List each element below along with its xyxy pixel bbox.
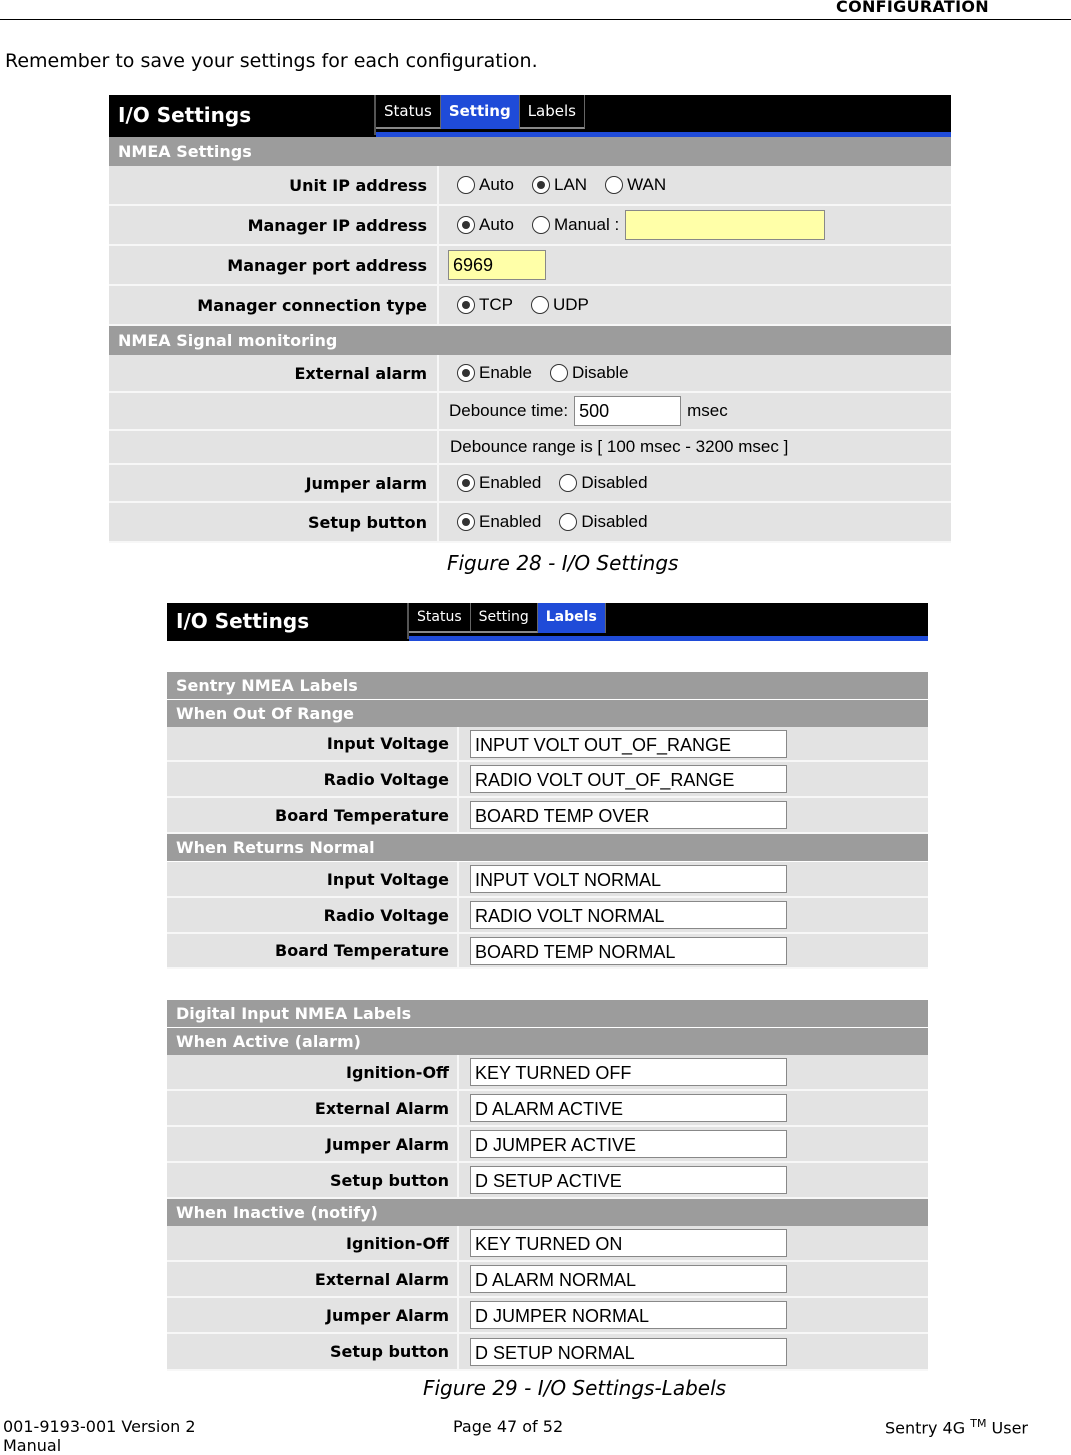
row-value [470, 1163, 787, 1197]
row-value [470, 862, 787, 896]
row-setup-button [109, 503, 951, 543]
radio-selected-icon[interactable] [457, 296, 475, 314]
row-value [470, 898, 787, 932]
row-label: Ignition-Off [167, 1055, 459, 1089]
label-input[interactable]: D JUMPER NORMAL [470, 1301, 787, 1329]
label-row [167, 1163, 928, 1199]
row-label: Radio Voltage [167, 762, 459, 796]
footer-product-name: Sentry 4G [885, 1418, 966, 1438]
row-jumper-alarm [109, 465, 951, 503]
row-manager-ip [109, 206, 951, 246]
manager-ip-input[interactable] [625, 210, 825, 240]
label-row [167, 727, 928, 762]
radio-icon[interactable] [532, 216, 550, 234]
debounce-unit: msec [687, 401, 728, 420]
tab-labels[interactable]: Labels [538, 603, 606, 633]
label-input[interactable]: BOARD TEMP NORMAL [470, 937, 787, 965]
row-label: External Alarm [167, 1262, 459, 1296]
page-header-title: CONFIGURATION [836, 0, 989, 16]
row-label: Board Temperature [167, 798, 459, 832]
label-row [167, 1127, 928, 1163]
row-value [470, 727, 787, 760]
section-digital-input-labels: Digital Input NMEA Labels [167, 1000, 928, 1027]
footer-left [3, 1417, 196, 1455]
label-input[interactable]: D SETUP NORMAL [470, 1338, 787, 1366]
jumper-alarm-options [457, 465, 666, 501]
row-debounce-range [109, 431, 951, 465]
debounce-range: Debounce range is [ 100 msec - 3200 msec ] [450, 437, 789, 456]
setup-button-enabled[interactable]: Enabled [457, 512, 541, 532]
manager-port-label: Manager port address [109, 246, 439, 284]
label-row [167, 762, 928, 798]
tab-labels[interactable]: Labels [520, 95, 585, 129]
row-value [470, 1055, 787, 1089]
footer-product-suffix: User [991, 1418, 1028, 1438]
radio-selected-icon[interactable] [457, 216, 475, 234]
io-labels-panel [167, 603, 928, 1373]
label-row [167, 798, 928, 834]
radio-icon[interactable] [550, 364, 568, 382]
external-alarm-enable[interactable]: Enable [457, 363, 532, 383]
radio-icon[interactable] [531, 296, 549, 314]
subsection-out-of-range: When Out Of Range [167, 700, 928, 727]
row-value [470, 1091, 787, 1125]
tab-status[interactable]: Status [376, 95, 441, 129]
figure-28-caption: Figure 28 - I/O Settings [447, 551, 679, 575]
tab-setting[interactable]: Setting [471, 603, 538, 633]
label-input[interactable]: INPUT VOLT OUT_OF_RANGE [470, 730, 787, 758]
row-label: Ignition-Off [167, 1226, 459, 1260]
row-value [470, 762, 787, 796]
tab-status[interactable]: Status [409, 603, 471, 633]
radio-icon[interactable] [559, 474, 577, 492]
label-input[interactable]: RADIO VOLT OUT_OF_RANGE [470, 765, 787, 793]
row-label: Board Temperature [167, 934, 459, 967]
manager-port-field [448, 246, 546, 284]
row-label: Radio Voltage [167, 898, 459, 932]
row-label: Input Voltage [167, 727, 459, 760]
unit-ip-label: Unit IP address [109, 166, 439, 204]
label-input[interactable]: BOARD TEMP OVER [470, 801, 787, 829]
manager-ip-options [457, 206, 825, 244]
manager-conn-udp[interactable]: UDP [531, 295, 589, 315]
manager-ip-label: Manager IP address [109, 206, 439, 244]
setup-button-label: Setup button [109, 503, 439, 541]
label-row [167, 1262, 928, 1298]
radio-icon[interactable] [605, 176, 623, 194]
panel-titlebar [109, 95, 951, 137]
label-input[interactable]: D ALARM NORMAL [470, 1265, 787, 1293]
manager-conn-options [457, 286, 607, 324]
panel-titlebar [167, 603, 928, 641]
tab-setting[interactable]: Setting [441, 95, 520, 129]
row-manager-port [109, 246, 951, 286]
tab-bar [376, 95, 585, 129]
panel-title: I/O Settings [109, 95, 376, 135]
radio-selected-icon[interactable] [532, 176, 550, 194]
figure-29-caption: Figure 29 - I/O Settings-Labels [423, 1376, 727, 1400]
row-value [470, 1127, 787, 1161]
label-row [167, 898, 928, 934]
tab-bar [409, 603, 606, 633]
debounce-field [449, 393, 728, 429]
external-alarm-label: External alarm [109, 355, 439, 391]
unit-ip-lan[interactable]: LAN [532, 175, 587, 195]
row-value [470, 1334, 787, 1369]
footer-doc-manual: Manual [3, 1436, 62, 1455]
label-row [167, 1334, 928, 1371]
label-row [167, 862, 928, 898]
row-debounce-time [109, 393, 951, 431]
debounce-empty-label [109, 393, 439, 429]
manager-conn-tcp[interactable]: TCP [457, 295, 513, 315]
subsection-when-inactive: When Inactive (notify) [167, 1199, 928, 1226]
label-input[interactable]: D ALARM ACTIVE [470, 1094, 787, 1122]
radio-selected-icon[interactable] [457, 474, 475, 492]
subsection-returns-normal: When Returns Normal [167, 834, 928, 861]
label-row [167, 934, 928, 969]
label-input[interactable]: D SETUP ACTIVE [470, 1166, 787, 1194]
row-external-alarm [109, 355, 951, 393]
section-signal-monitoring: NMEA Signal monitoring [109, 326, 951, 355]
manager-ip-auto[interactable]: Auto [457, 215, 514, 235]
section-nmea-settings: NMEA Settings [109, 137, 951, 166]
row-label: Jumper Alarm [167, 1298, 459, 1332]
setup-button-disabled[interactable]: Disabled [559, 512, 647, 532]
label-input[interactable]: INPUT VOLT NORMAL [470, 865, 787, 893]
manager-ip-manual[interactable]: Manual : [532, 215, 619, 235]
external-alarm-disable[interactable]: Disable [550, 363, 629, 383]
footer-page-number: Page 47 of 52 [453, 1417, 564, 1436]
label-input[interactable]: D JUMPER ACTIVE [470, 1130, 787, 1158]
label-input[interactable]: KEY TURNED OFF [470, 1058, 787, 1086]
row-label: Jumper Alarm [167, 1127, 459, 1161]
unit-ip-wan[interactable]: WAN [605, 175, 666, 195]
radio-selected-icon[interactable] [457, 364, 475, 382]
label-row [167, 1226, 928, 1262]
debounce-label: Debounce time: [449, 401, 569, 420]
label-row [167, 1298, 928, 1334]
section-sentry-nmea-labels: Sentry NMEA Labels [167, 672, 928, 699]
label-row [167, 1055, 928, 1091]
jumper-alarm-label: Jumper alarm [109, 465, 439, 501]
page-header [0, 0, 1071, 20]
row-unit-ip [109, 166, 951, 206]
unit-ip-auto[interactable]: Auto [457, 175, 514, 195]
row-value [470, 798, 787, 832]
row-label: Input Voltage [167, 862, 459, 896]
footer-doc-number: 001-9193-001 Version 2 [3, 1417, 196, 1436]
intro-text: Remember to save your settings for each configuration. [5, 50, 538, 72]
row-manager-conn [109, 286, 951, 326]
row-value [470, 934, 787, 967]
row-value [470, 1226, 787, 1260]
label-input[interactable]: KEY TURNED ON [470, 1229, 787, 1257]
row-label: External Alarm [167, 1091, 459, 1125]
radio-icon[interactable] [559, 513, 577, 531]
debounce-input[interactable]: 500 [574, 396, 681, 426]
debounce-range-empty-label [109, 431, 439, 463]
unit-ip-options [457, 166, 684, 204]
label-input[interactable]: RADIO VOLT NORMAL [470, 901, 787, 929]
setup-button-options [457, 503, 666, 541]
row-label: Setup button [167, 1163, 459, 1197]
radio-icon[interactable] [457, 176, 475, 194]
row-label: Setup button [167, 1334, 459, 1369]
radio-selected-icon[interactable] [457, 513, 475, 531]
manager-conn-label: Manager connection type [109, 286, 439, 324]
footer-tm: TM [970, 1417, 987, 1430]
label-row [167, 1091, 928, 1127]
row-value [470, 1262, 787, 1296]
jumper-alarm-enabled[interactable]: Enabled [457, 473, 541, 493]
io-settings-panel [109, 95, 951, 545]
tab-underline [409, 636, 928, 641]
footer-product [885, 1417, 1028, 1437]
panel-title: I/O Settings [167, 603, 409, 639]
manager-port-input[interactable]: 6969 [448, 250, 546, 280]
external-alarm-options [457, 355, 647, 391]
jumper-alarm-disabled[interactable]: Disabled [559, 473, 647, 493]
subsection-when-active: When Active (alarm) [167, 1028, 928, 1055]
row-value [470, 1298, 787, 1332]
